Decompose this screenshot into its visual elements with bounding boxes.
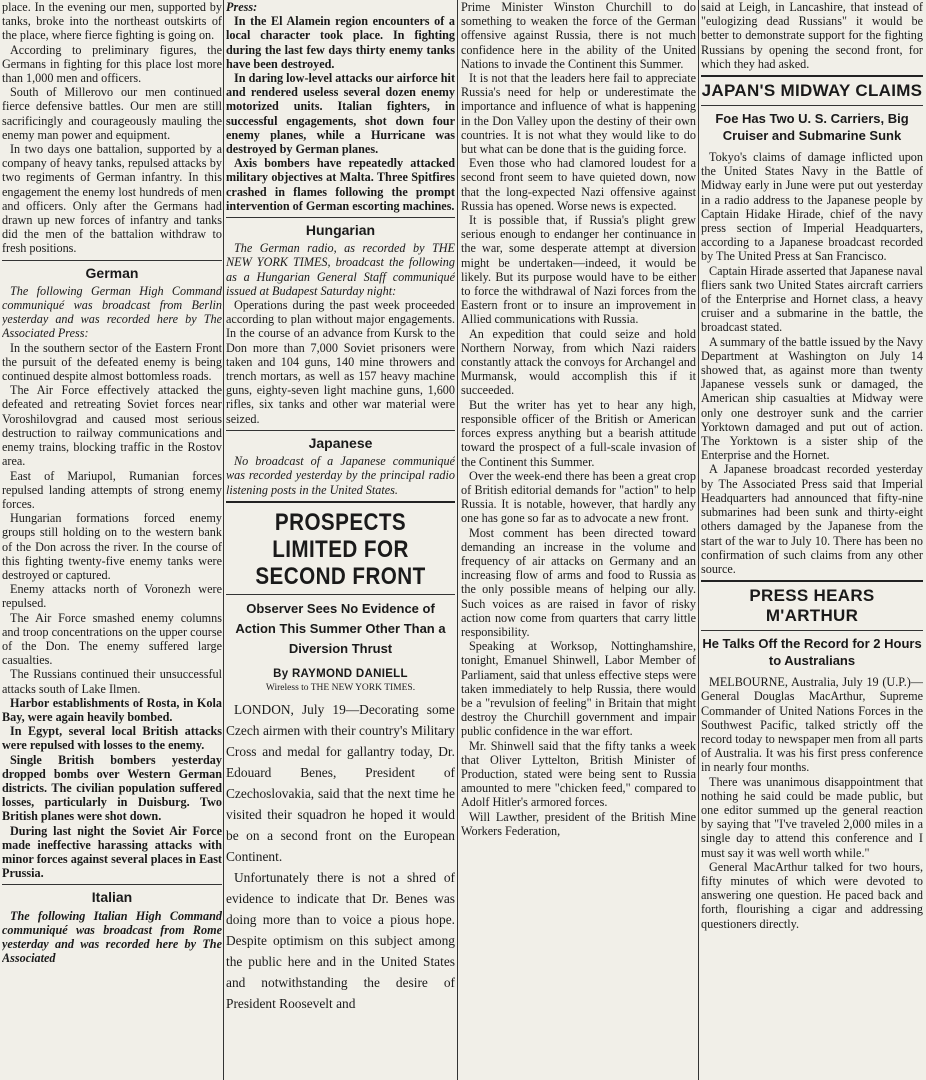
article-deck: Foe Has Two U. S. Carriers, Big Cruiser and Submarine Sunk — [715, 111, 909, 144]
paragraph: Harbor establishments of Rosta, in Kola Bay, were again heavily bombed. — [2, 695, 222, 724]
article-deck: He Talks Off the Record for 2 Hours to Australians — [702, 636, 922, 669]
column-rule — [457, 0, 458, 1080]
column-rule — [223, 0, 224, 1080]
paragraph: said at Leigh, in Lancashire, that instead of "eulogizing dead Russians" it would be better to demonstrate support for the fighting Russians by opening the second front, for which they had asked. — [701, 0, 923, 71]
paragraph: Mr. Shinwell said that the fifty tanks a week that Oliver Lyttelton, British Minister of Production, stated were being sent to Russia amounted to mere "chicken feed," compared to Adolf Hitler's armored forces. — [461, 738, 696, 810]
paragraph: Press: — [226, 0, 258, 14]
communique-intro: The following German High Command communiqué was broadcast from Berlin yesterday and was recorded here by The Associated Press: — [2, 283, 222, 341]
paragraph: In Egypt, several local British attacks were repulsed with losses to the enemy. — [2, 724, 222, 753]
divider — [701, 630, 923, 631]
paragraph: It is not that the leaders here fail to appreciate Russia's need for help or underestimate the importance and influence of what is happening in the Don Valley upon the destiny of their own countries. It is not what they would like to do but what can be done that is the guiding force. — [461, 71, 696, 157]
paragraph: Unfortunately there is not a shred of evidence to indicate that Dr. Benes was doing more than to voice a pious hope. Despite optimism on this subject among the public here and in the United States and notwithstanding the desire of President Roosevelt and — [226, 870, 455, 1012]
column-1 — [2, 0, 222, 1080]
column-4 — [701, 0, 923, 1080]
paragraph: MELBOURNE, Australia, July 19 (U.P.)—General Douglas MacArthur, Supreme Commander of United Nations Forces in the Southwest Pacific, talked strictly off the record today to newspaper men from all parts of Australia. It was his first press conference in nearly four months. — [701, 675, 923, 775]
paragraph: It is possible that, if Russia's plight grew serious enough to endanger her continuance in the war, some desperate attempt at diversion might be undertaken—indeed, it would be likely. But its purpose would have to be either to force the withdrawal of Nazi forces from the Eastern front or to insure an improvement in Allied communications with Russia. — [461, 213, 696, 327]
paragraph: There was unanimous disappointment that nothing he said could be made public, but one editor summed up the general reaction by saying that "I've traveled 2,000 miles in a single day to attend this conference and I must say it was well worth while." — [701, 774, 923, 860]
paragraph: Even those who had clamored loudest for a second front seem to have quieted down, now that the long-expected Nazi offensive against Russia has opened. Worse news is expected. — [461, 156, 696, 213]
paragraph: Over the week-end there has been a great crop of British editorial demands for "action" to help Russia. It is notable, however, that hardly any one has gone so far as to advocate a new front. — [461, 468, 696, 526]
divider — [226, 594, 455, 595]
section-heading-italian: Italian — [91, 889, 133, 906]
column-rule — [698, 0, 699, 1080]
paragraph: LONDON, July 19—Decorating some Czech airmen with their country's Military Cross and medal for gallantry today, Dr. Edouard Benes, President of Czechoslovakia, said that the next time he visited their squadron he hoped it would be on a second front on the European Continent. — [226, 702, 455, 865]
divider — [701, 580, 923, 582]
article-deck: Observer Sees No Evidence of Action This Summer Other Than a Diversion Thrust — [235, 600, 446, 656]
paragraph: In the El Alamein region encounters of a local character took place. In fighting during the last few days thirty enemy tanks have been destroyed. — [226, 14, 455, 71]
paragraph: Will Lawther, president of the British Mine Workers Federation, — [461, 809, 696, 838]
section-heading-japanese: Japanese — [308, 434, 373, 451]
paragraph: In the southern sector of the Eastern Front the pursuit of the defeated enemy is being continued despite almost bottomless roads. — [2, 340, 222, 384]
divider — [701, 75, 923, 77]
byline: By RAYMOND DANIELL — [273, 667, 408, 680]
divider — [2, 260, 222, 261]
wire-credit: Wireless to THE NEW YORK TIMES. — [265, 682, 416, 693]
communique-intro: The German radio, as recorded by THE NEW YORK TIMES, broadcast the following as a Hungarian General Staff communiqué issued at Budapest Saturday night: — [226, 241, 455, 298]
section-heading-hungarian: Hungarian — [305, 222, 376, 239]
column-3 — [461, 0, 696, 1080]
paragraph: Axis bombers have repeatedly attacked military objectives at Malta. Three Spitfires crashed in flames following the prompt intervention of German escorting machines. — [226, 156, 455, 213]
paragraph: Tokyo's claims of damage inflicted upon the United States Navy in the Battle of Midway early in June were put out yesterday in a radio address to the Japanese people by Captain Hidake Hirade, chief of the navy press section of Imperial Headquarters, according to a Japanese broadcast recorded by The United Press at San Francisco. — [701, 150, 923, 264]
divider — [701, 105, 923, 106]
paragraph: Speaking at Worksop, Nottinghamshire, tonight, Emanuel Shinwell, Labor Member of Parliament, said that unless effective steps were taken immediately to help Russia, there would be a "revulsion of feeling" in Britain that might destroy the Churchill government and impair public confidence in the war effort. — [461, 639, 696, 739]
paragraph: An expedition that could seize and hold Northern Norway, from which Nazi raiders constantly attack the convoys for Archangel and Murmansk, would accomplish this if it succeeded. — [461, 326, 696, 398]
paragraph: According to preliminary figures, the Germans in fighting for this place lost more than 1,000 men and officers. — [2, 42, 222, 86]
paragraph: A summary of the battle issued by the Navy Department at Washington on July 14 showed that, as against more than twenty Japanese vessels sunk or damaged, the American ship casualties at Midway were only one destroyer sunk and the carrier Yorktown damaged and put out of action. The Yorktown is a sister ship of the Enterprise and the Hornet. — [701, 334, 923, 463]
divider — [226, 430, 455, 431]
paragraph: The Air Force smashed enemy columns and troop concentrations on the upper course of the Don. The enemy suffered large casualties. — [2, 610, 222, 668]
communique-intro: The following Italian High Command communiqué was broadcast from Rome yesterday and was recorded here by The Associated — [2, 908, 222, 966]
paragraph: A Japanese broadcast recorded yesterday by The Associated Press said that Imperial Headquarters had announced that fifty-nine submarines had been sunk and thirty-eight others damaged by the Japanese from the start of the war to July 10. There has been no confirmation of such claims from any other source. — [701, 462, 923, 576]
article-headline: PRESS HEARS M'ARTHUR — [749, 586, 875, 626]
article-headline: JAPAN'S MIDWAY CLAIMS — [701, 81, 923, 101]
divider — [2, 884, 222, 885]
paragraph: But the writer has yet to hear any high, responsible officer of the British or American forces express anything but a bearish attitude toward the prospect of a full-scale invasion of the Continent this Summer. — [461, 397, 696, 469]
paragraph: The Russians continued their unsuccessful attacks south of Lake Ilmen. — [2, 667, 222, 696]
paragraph: East of Mariupol, Rumanian forces repulsed landing attempts of strong enemy forces. — [2, 468, 222, 511]
divider — [226, 217, 455, 218]
paragraph: General MacArthur talked for two hours, fifty minutes of which were devoted to answering one question. He paced back and forth, flourishing a cigar and addressing questioners directly. — [701, 859, 923, 931]
paragraph: Operations during the past week proceeded according to plan without major engagements. In the course of an advance from Kursk to the Don more than 7,000 Soviet prisoners were taken and 104 guns, 140 mine throwers and trench mortars, as well as 157 heavy machine guns, eighty-seven light machine guns, 1,600 rifles, six tanks and other war material were seized. — [226, 298, 455, 426]
paragraph: Most comment has been directed toward demanding an increase in the volume and frequency of air attacks on Germany and an increasing flow of arms and food to Russia as the only possible means of helping our ally. Such voices as are raised in favor of risky action now come from quarters that carry little responsibility. — [461, 525, 696, 639]
paragraph: place. In the evening our men, supported by tanks, broke into the northeast outskirts of the place, where fierce fighting is going on. — [2, 0, 222, 43]
paragraph: In two days one battalion, supported by a company of heavy tanks, repulsed attacks by two regiments of German infantry. In this engagement the enemy lost hundreds of men and officers. Only after the Germans had drawn up new forces of infantry and tanks did the men of the battalion withdraw to fresh positions. — [2, 142, 222, 256]
paragraph: During last night the Soviet Air Force made ineffective harassing attacks with minor forces against several places in East Prussia. — [2, 823, 222, 881]
paragraph: No broadcast of a Japanese communiqué was recorded yesterday by the principal radio listening posts in the United States. — [226, 454, 455, 497]
paragraph: Prime Minister Winston Churchill to do something to weaken the force of the German offensive against Russia, there is not much confidence here in the ability of the United Nations to invade the Continent this Summer. — [461, 0, 696, 71]
section-heading-german: German — [85, 264, 139, 281]
paragraph: In daring low-level attacks our airforce hit and rendered useless several dozen enemy motorized units. Italian fighters, in successful engagements, shot down four enemy planes, while a Hurricane was destroyed by German planes. — [226, 71, 455, 157]
paragraph: Single British bombers yesterday dropped bombs over Western German districts. The civilian population suffered losses, particularly in Duisburg. Two British planes were shot down. — [2, 752, 222, 824]
column-2 — [226, 0, 455, 1080]
paragraph: The Air Force effectively attacked the defeated and retreating Soviet forces near Voroshilovgrad and caused most serious destruction to railway communications and enemy trains, blocking traffic in the Rostov area. — [2, 383, 222, 469]
article-headline: PROSPECTS LIMITED FOR SECOND FRONT — [255, 508, 426, 590]
paragraph: Hungarian formations forced enemy groups still holding on to the western bank of the Don across the river. In the course of this fighting twenty-five enemy tanks were destroyed or captured. — [2, 511, 222, 582]
paragraph: Captain Hirade asserted that Japanese naval fliers sank two United States aircraft carriers of the Enterprise and Hornet class, a heavy cruiser and a submarine in the battle, the broadcast stated. — [701, 263, 923, 335]
divider — [226, 501, 455, 503]
paragraph: South of Millerovo our men continued fierce defensive battles. Our men are still sacrificingly and courageously mauling the enemy man power and equipment. — [2, 85, 222, 142]
paragraph: Enemy attacks north of Voronezh were repulsed. — [2, 582, 222, 611]
